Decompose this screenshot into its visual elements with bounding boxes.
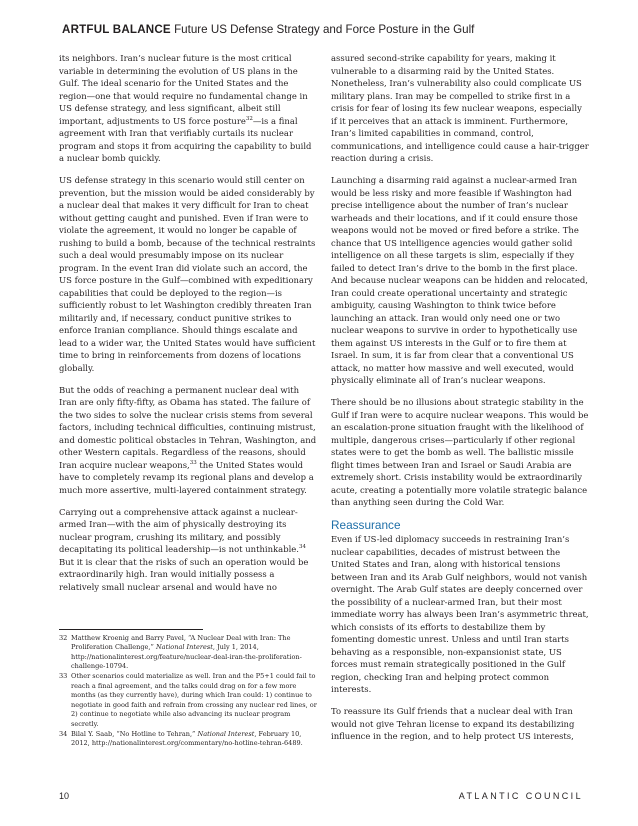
header-series-title: ARTFUL BALANCE — [62, 23, 171, 36]
left-paragraph-1: its neighbors. Iran’s nuclear future is the most critical variable in determining the evolution of US plans in the Gulf. The ideal scenario for the United States and the region—one that would require no fundamental change in US defense strategy, and less significant, albeit still important, adjustments to US force posture$^{32}$—is a final agreement with Iran that verifiably curtails its nuclear program and stops it from acquiring the capability to build a nuclear bomb quickly. — [59, 53, 312, 163]
footnote-ref-33[interactable]: 33 — [189, 459, 197, 466]
footnote-33: 33 Other scenarios could materialize as well. Iran and the P5+1 could fail to reach a final agreement, and the talks could drag on for a few more months (as they currently have), during which Iran could: 1) continue to negotiate in good faith and refrain from crossing any nuclear red lines, or 2) continue to negotiate while also advancing its nuclear program secretly. — [59, 672, 317, 728]
publisher-name: ATLANTIC COUNCIL — [458, 791, 583, 801]
running-header — [62, 23, 582, 36]
left-paragraph-3: But the odds of reaching a permanent nuclear deal with Iran are only fifty-fifty, as Obama has stated. The failure of the two sides to solve the nuclear crisis stems from several factors, including technical difficulties, continuing mistrust, and domestic political obstacles in Tehran, Washington, and other Western capitals. Regardless of the reasons, should Iran acquire nuclear weapons,$^{33}$ the United States would have to completely revamp its regional plans and develop a much more assertive, multi-layered containment strategy. — [59, 384, 317, 495]
right-paragraph-5: To reassure its Gulf friends that a nuclear deal with Iran would not give Tehran license to expand its destabilizing influence in the region, and to help protect US interests, — [331, 706, 575, 741]
left-paragraph-4: Carrying out a comprehensive attack against a nuclear-armed Iran—with the aim of physically destroying its nuclear program, crushing its military, and possibly decapitating its political leadership—is not unthinkable.$^{34}$ But it is clear that the risks of such an operation would be extraordinarily high. Iran would initially possess a relatively small nuclear arsenal and would have no — [59, 506, 309, 592]
right-column — [331, 52, 589, 752]
left-paragraph-2: US defense strategy in this scenario would still center on prevention, but the mission would be aided considerably by a nuclear deal that makes it very difficult for Iran to cheat without getting caught and punished. Even if Iran were to violate the agreement, it would no longer be capable of rushing to build a bomb, because of the technical restraints such a deal would presumably impose on its nuclear program. In the event Iran did violate such an accord, the US force posture in the Gulf—combined with expeditionary capabilities that could be deployed to the region—is sufficiently robust to let Washington credibly threaten Iran militarily and, if necessary, conduct punitive strikes to enforce Iranian compliance. Should things escalate and lead to a wider war, the United States would have sufficient time to bring in reinforcements from dozens of locations globally. — [59, 175, 316, 373]
page-number: 10 — [59, 791, 70, 801]
footnotes — [59, 634, 317, 749]
footnote-34: 34 Bilal Y. Saab, “No Hotline to Tehran,” National Interest, February 10, 2012, http://nationalinterest.org/commentary/no-hotline-tehran-6489. — [59, 729, 303, 748]
right-paragraph-1: assured second-strike capability for years, making it vulnerable to a disarming raid by the United States. Nonetheless, Iran’s vulnerability also could complicate US military plans. Iran may be compelled to strike first in a crisis for fear of losing its few nuclear weapons, especially if it perceives that an attack is imminent. Furthermore, Iran’s limited capabilities in command, control, communications, and intelligence could cause a hair-trigger reaction during a crisis. — [331, 53, 589, 163]
footnote-ref-34[interactable]: 34 — [298, 544, 306, 550]
header-report-title: Future US Defense Strategy and Force Posture in the Gulf — [174, 23, 475, 36]
footnote-ref-32[interactable]: 32 — [245, 115, 253, 122]
right-paragraph-4: Even if US-led diplomacy succeeds in restraining Iran’s nuclear capabilities, decades of mistrust between the United States and Iran, along with historical tensions between Iran and its Arab Gulf neighbors, would not vanish overnight. The Arab Gulf states are deeply concerned over the possibility of a nuclear-armed Iran, but their most immediate worry has always been Iran’s asymmetric threat, which consists of its efforts to destabilize them by fomenting domestic unrest. Unless and until Iran starts behaving as a responsible, non-expansionist state, US forces must remain strategically positioned in the Gulf region, checking Iran and helping protect common interests. — [331, 534, 589, 694]
section-heading-reassurance: Reassurance — [331, 518, 401, 532]
footnote-divider — [59, 629, 203, 630]
right-paragraph-2: Launching a disarming raid against a nuclear-armed Iran would be less risky and more feasible if Washington had precise intelligence about the number of Iran’s nuclear warheads and their locations, and if it could ensure those weapons would not be moved or fired before a strike. The chance that US intelligence agencies would gather solid intelligence on all these targets is slim, especially if they failed to detect Iran’s drive to the bomb in the first place. And because nuclear weapons can be hidden and relocated, Iran could create operational uncertainty and strategic ambiguity, causing Washington to think twice before launching an attack. Iran would only need one or two nuclear weapons to survive in order to hypothetically use them against US interests in the Gulf or to fire them at Israel. In sum, it is far from clear that a conventional US attack, no matter how massive and well executed, would physically eliminate all of Iran’s nuclear weapons. — [331, 175, 588, 385]
right-paragraph-3: There should be no illusions about strategic stability in the Gulf if Iran were to acquire nuclear weapons. This would be an escalation-prone situation fraught with the likelihood of multiple, dangerous crises—particularly if other regional states were to get the bomb as well. The ballistic missile flight times between Iran and Israel or Saudi Arabia are extremely short. Crisis instability would be extraordinarily acute, creating a potentially more volatile strategic balance than anything seen during the Cold War. — [331, 397, 589, 507]
left-column — [59, 52, 317, 603]
footnote-32: 32 Matthew Kroenig and Barry Pavel, “A Nuclear Deal with Iran: The Proliferation Challenge,” National Interest, July 1, 2014, http://nationalinterest.org/feature/nuclear-deal-iran-the-proliferation-challenge-10794. — [59, 634, 302, 671]
